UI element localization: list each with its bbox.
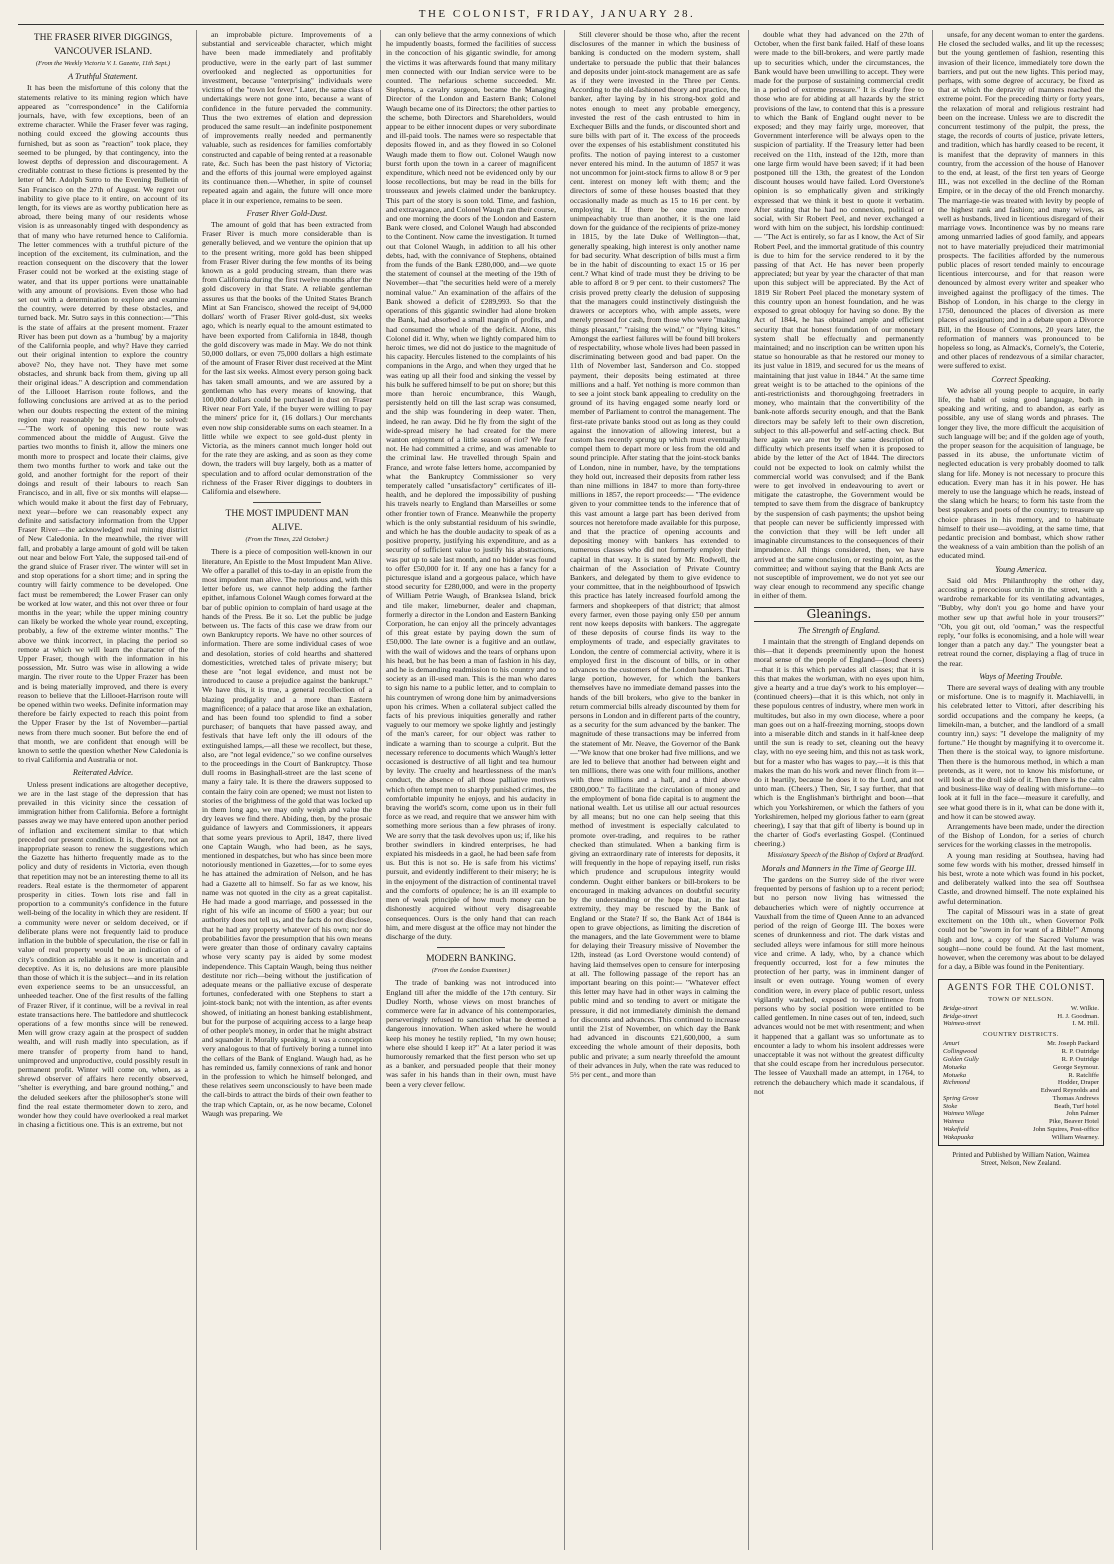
column-5 <box>754 30 924 1550</box>
agent-row <box>943 1103 1099 1111</box>
masthead-rule <box>18 24 1104 25</box>
agent-place: Bridge-street <box>943 1012 978 1020</box>
agent-name: George Seymour. <box>1052 1063 1099 1071</box>
agent-place: Stoke <box>943 1102 958 1110</box>
agent-row <box>943 1110 1099 1118</box>
agent-name: Pike, Beaver Hotel <box>1049 1118 1099 1126</box>
article-title-fraser: THE FRASER RIVER DIGGINGS, <box>33 33 173 43</box>
agent-place: Golden Gully <box>943 1055 979 1063</box>
column-divider <box>932 30 933 1550</box>
agent-name: H. J. Goodman. <box>1057 1012 1099 1020</box>
column-6 <box>938 30 1104 1550</box>
paragraph: We advise all young people to acquire, in early life, the habit of using good language, both in speaking and writing, and to abandon, as early as possible, any use of slang words and phrases. The longer they live, the more difficult the acquisition of such language will be; and if the golden age of youth, the proper season for the acquisition of language, be passed in its abuse, the unfortunate victim of neglected education is very probably doomed to talk slang for life. Money is not necessary to procure this education. Every man has it in his power. He has merely to use the language which he reads, instead of the slang which he hears; to form his taste from the best speakers and poets of the country; to treasure up choice phrases in his memory, and to habituate himself to their use—avoiding, at the same time, that pedantic precision and bombast, which show rather the weakness of a vain ambition than the polish of an educated mind. <box>938 385 1104 561</box>
column-divider <box>748 30 749 1550</box>
column-2 <box>202 30 372 1550</box>
agent-row <box>943 1095 1099 1103</box>
paragraph: The amount of gold that has been extracted from Fraser River is much more considerable than is generally believed, and we venture the opinion that up to the present writing, more gold has been shipped from Fraser River during the few months of its being known as a gold producing stream, than there was from California during the first twelve months after the gold discovery in that State. A reliable gentleman assures us that the books of the United States Branch Mint at San Francisco, showed the receipt of 94,000 dollars' worth of Fraser River gold-dust, six weeks ago, which is nearly equal to the amount estimated to have been exported from California in 1848, though the gold discovery was made in May. We do not think 50,000 dollars, or even 75,000 dollars a high estimate of the amount of Fraser River dust received at the Mint for the last six weeks. Almost every person going back has taken small amounts, and we are assured by a gentleman who has every means of knowing, that 100,000 dollars could be purchased in dust on Fraser River near Fort Yale, if the buyer were willing to pay the miners' price for it, (16 dollars.) Our merchants even now ship considerable sums on each steamer. In a little while we expect to see gold-dust plenty in Victoria, as the miners cannot much longer hold out for the rate they are asking, and as soon as they come down, the traders will buy largely, both as a matter of speculation and to afford ocular demonstration of the richness of the Fraser River diggings to doubters in California and elsewhere. <box>202 220 372 496</box>
column-divider <box>380 30 381 1550</box>
agent-row <box>943 1126 1099 1134</box>
article-title-fraser-line2: VANCOUVER ISLAND. <box>54 47 152 57</box>
paragraph: Said old Mrs Philanthrophy the other day, accosting a precocious urchin in the street, with a wardrobe remarkable for its ventilating advantages, "Bubby, why don't you go home and have your mother sew up that awful hole in your trousers?" "Oh, you git out, old 'ooman," was the respectful reply, "our folks is economising, and a hole will wear longer than a patch any day." The youngster beat a retreat round the corner, displaying a flag of truce in the rear. <box>938 575 1104 668</box>
agent-name: Hodder, Draper <box>1057 1079 1099 1087</box>
subheading-truthful-statement: A Truthful Statement. <box>68 72 138 82</box>
subheading-reiterated-advice: Reiterated Advice. <box>72 768 134 778</box>
agent-place: Waimea Village <box>943 1110 985 1118</box>
column-divider <box>196 30 197 1550</box>
subheading-strength-of-england: The Strength of England. <box>797 625 881 635</box>
agent-name: John Palmer <box>1066 1110 1099 1118</box>
agent-name: R. Ratcliffe <box>1068 1071 1099 1079</box>
agents-town-heading: TOWN OF NELSON. <box>988 995 1054 1003</box>
imprint <box>938 1152 1104 1168</box>
article-title-impudent-man: THE MOST IMPUDENT MAN <box>225 509 349 520</box>
agent-name: William Wearney. <box>1051 1133 1099 1141</box>
agent-row <box>943 1005 1099 1013</box>
agent-row <box>943 1040 1099 1048</box>
subheading-young-america: Young America. <box>995 564 1047 574</box>
column-1 <box>18 30 188 1550</box>
agent-name: R. P. Outridge <box>1061 1048 1099 1056</box>
agents-country-heading: COUNTRY DISTRICTS. <box>983 1031 1059 1039</box>
paragraph: The gardens on the Surrey side of the river were frequented by persons of fashion up to a recent period; but no person now living has witnessed the debaucheries which were of nightly occurrence at Vauxhall from the time of Queen Anne to an advanced period of the reign of George III. The boxes were scenes of drunkenness and riot. The dark vistas and secluded alleys were infamous for still more heinous vice and crime. A lady, who, by a chance which frequently occurred, lost for a few minutes the protection of her party, was in imminent danger of insult or even outrage. Young women of every condition were, in every place of public resort, unless vigilantly watched, exposed to impertinence from persons who by social position were entitled to be called gentlemen. In nine cases out of ten, indeed, such advances would not be met with resentment; and when it happened that a gallant was so unfortunate as to encounter a lady to whom his insolent addresses were unacceptable it was not without the greatest difficulty that she could escape from her incredulous persecutor. The lessee of Vauxhall made an attempt, in 1764, to retrench the debauchery which made it scandalous, if not <box>754 875 924 1096</box>
section-heading-gleanings: Gleanings. <box>754 607 924 622</box>
article-source: (From the Weekly Victoria V. I. Gazette, 11th Sept.) <box>35 60 171 67</box>
paragraph: Arrangements have been made, under the direction of the Bishop of London, for a series of church services for the working classes in the metropolis. <box>938 822 1104 850</box>
paragraph: I maintain that the strength of England depends on this—that it depends preeminently upon the honest moral sense of the people of England—(loud cheers)—that it is this which pervades all classes; that it is this that makes the workman, with no eyes upon him, give a hearty and a true day's work to his employer—(continued cheers)—that it is this which, not only in these populous centres of industry, where men work in multitudes, but also in my own diocese, where a poor man goes out on a half-freezing morning, stoops down into a miserable ditch and stands in it half-knee deep until the sun is ready to set, cleaning out the heavy clay, with no eye seeing him, and this not as task work, but for a master who has wages to pay,—it is this that makes the man do his work and never flinch from it—do it heartily, because he does it to the Lord, and not unto man. (Cheers.) Then, Sir, I say further, that that which is the Englishman's birthright and boon—that which you Yorkshiremen, or which the fathers of you Yorkshiremen, helped my glorious father to earn (great cheering), I say that that gift of liberty is bound up in the charter of God's everlasting Gospel. (Continued cheering.) <box>754 637 924 849</box>
paragraph: It has been the misfortune of this colony that the statements relative to its mining region which have appeared as "correspondence" in the California journals, have, with few exceptions, been of an extreme character. While the Fraser fever was raging, nothing could exceed the glowing accounts thus furnished, but as soon as "reaction" took place, they seemed to be plunged, by that contingency, into the lowest depths of depression and discouragement. A creditable contrast to these fictions is presented by the letter of Mr. Adolph Sutro to the Evening Bulletin of San Francisco on the 27th of August. We regret our inability to give place to it entire, on account of its length, for its views are as worthy publication here as abroad, there being many of our residents whose vision is as unreasonably tinged with despondency as that of many who have returned hence to California. The letter commences with a truthful picture of the inception of the excitement, its culmination, and the reaction consequent on the discovery that the lower Fraser could not be worked at the existing stage of water, and that its upper portions were unattainable with any amount of provisions. Even those who had set out with a determination to explore and examine the country, were deterred by these obstacles, and turned back. Mr. Sutro says in this connection:—"This is the state of affairs at the present moment. Frazer River has been put down as a 'humbug' by a majority of the California people, and why? Have they carried out their original intention to explore the country above? No, they have not. They have met some obstacles, and shrunk back from them, giving up all their original ideas." A description and commendation of the Lillooet Harrison route follows, and the following conclusions are arrived at as to the period when our doubts respecting the extent of the mining region may reasonably be expected to be solved:—"The work of opening this new route was commenced about the middle of August. Give the parties two months to finish it, allow the miners one month more to prospect and locate their claims, give them two months further to work and take out the gold, and another fortnight for the report of their doings and result of their labours to reach San Francisco, and in all, five or six months will elapse—which would make it about the first day of February, next year—before we can reasonably expect any definite and satisfactory information from the Upper Fraser River—the acknowledged real mining district of New Caledonia. In the meanwhile, the river will fall, and probably a large amount of gold will be taken out near and below Fort Yale, the supposed tail-end of the grand sluice of Fraser river. The winter will set in and stop operations for a short time; and in spring the country will fairly commence to be developed. One fact must be remembered; the Lower Fraser can only be worked at low water, and this not over three or four months in the year; while the upper mining country can likely be worked the whole year round, excepting, probably, a few of the extreme winter months." The above we think incorrect, in placing the period so remote at which we will learn the character of the Upper Fraser, though with the information in his possession, Mr. Sutro was wise in allowing a wide margin. The river route to the Upper Frazer has been and is being materially improved, and there is every reason to believe that the Lillooet-Harrison route will be opened within two weeks. Definite information may therefore be fairly expected to reach this point from the Upper Fraser by the 1st of November—partial news from there much sooner. But before the end of that month, we are confident that enough will be known to settle the question whether New Caledonia is to rival California and Australia or not. <box>18 83 188 765</box>
agent-place: Amuri <box>943 1040 960 1048</box>
agent-row <box>943 1064 1099 1072</box>
agent-row <box>943 1134 1099 1142</box>
agent-place: Waimea <box>943 1118 965 1126</box>
paragraph: Unless present indications are altogether deceptive, we are in the last stage of the depression that has prevailed in this vicinity since the cessation of immigration hither from California. Before a fortnight passes away we may have entered upon another period of inflation and excitement similar to that which preceded our present condition. It is, therefore, not an inappropriate season to renew the suggestions which the Gazette has hitherto frequently made as to the policy and duty of residents in Victoria, even though that repetition may not be an interesting theme to all its readers. Real estate is the thermometer of apparent prosperity in cities. Town lots rise and fall in proportion to a community's confidence in the future well-being of the locality in which they are resident. If a community were never or seldom deceived, or if deliberate plans were not frequently laid to produce inflation in the bubble of speculation, the rise or fall in value of real property would be an indication of a city's condition as reliable as it now is uncertain and deceptive. As it is, no delusions are more plausible than those of which it is the subject—and in its relation even experience seems to be an unsuccessful, an unheeded teacher. One of the first results of the falling of Frazer River, if it continue, will be a revival in real estate transactions here. The battledore and shuttlecock operations of a few months since will be renewed. Men will grow crazy again at the prospect of sudden wealth, and will rush madly into speculation, as if mere transfer of property from hand to hand, unimproved and unproductive, could possibly result in permanent profit. Winter will come on, when, as a shrewd observer of affairs here recently observed, "shelter is everything, and bare ground nothing," and the deluded seekers after the philosopher's stone will find the real estate thermometer down to zero, and wonder how they could have overlooked a real market in chasing a fictitious one. This is an extreme, but not <box>18 779 188 1130</box>
paragraph: There are several ways of dealing with any trouble or misfortune. One is to magnify it. Machiavelli, in his celebrated letter to Vittori, after describing his sordid occupations and the company he keeps, (a limekiln-man, a butcher, and the landlord of a small country inn,) says: "I develope the malignity of my fortune." He thought by magnifying it to overcome it. Then there is the stoical way, to ignore misfortune. Then there is the humorous method, in which a man pretends, as it were, not to know his misfortune, or will look at the droll side of it. Then there is the calm and business-like way of dealing with misfortune—to look at it full in the face—measure it carefully, and see what good there is in it, what can be done with it, and how it can be stowed away. <box>938 683 1104 821</box>
masthead: THE COLONIST, FRIDAY, JANUARY 28. <box>418 8 696 20</box>
paragraph: double what they had advanced on the 27th of October, when the first bank failed. Half of these loans were made to the bill-brokers, and were partly made up to securities which, under the circumstances, the Bank would have been unwilling to accept. They were made for the purpose of sustaining commercial credit in a period of extreme pressure." It is clearly free to those who are for abiding at all hazards by the strict provisions of the law, to contend that this is a pressure to which the Bank of England ought never to be exposed; and they may fairly urge, moreover, that Government interference will be always open to the suspicion of partiality. If the Treasury letter had been received on the 11th, instead of the 12th, more than one large firm would have been saved; if it had been postponed till the 13th, the greatest of the London discount houses would have failed. Lord Overstone's opinion is so emphatically given and strikingly expressed that we think it best to quote it verbatim. After stating that he had no connexion, political or social, with Sir Robert Peel, and never exchanged a word with him on the subject, his lordship continued:— "The Act is entirely, so far as I know, the Act of Sir Robert Peel, and the immortal gratitude of this country is due to him for the service rendered to it by the passing of that Act. He has never been properly appreciated; but year by year the character of that man upon this subject will be appreciated. By the Act of 1819 Sir Robert Peel placed the monetary system of this country upon an honest foundation, and he was exposed to great obloquy for having so done. By the Act of 1844, he has obtained ample and efficient security that that honest foundation of our monetary system shall be effectually and permanently maintained; and no inscription can be written upon his statue so honourable as that he restored our money to its just value in 1819, and secured for us the means of maintaining that just value in 1844." At the same time great weight is to be attached to the opinions of the anti-restrictionists and thoroughgoing freetraders in money, who maintain that the convertibility of the bank-note affords security enough, and that the Bank directors may be safely left to their own discretion, subject to this all-powerful and self-acting check. But here again we are met by the same description of difficulty which presents itself when it is proposed to abide by the letter of the Act of 1844. The directors could not be expected to look on calmly whilst the commercial world was convulsed; and if the Bank were to get involved in endeavouring to avert or mitigate the catastrophe, the Government would be tempted to save them from the disgrace of bankruptcy by the suspension of cash payments; the upshot being that people can never be sufficiently impressed with the conviction that they will be left under all imaginable circumstances to the consequences of their imprudence. All things considered, then, we have arrived at the same conclusion, or resting point, as the committee; and without saying that the Bank Acts are not susceptible of improvement, we do not yet see our way clear enough to recommend any specific change in either of them. <box>754 30 924 601</box>
article-divider <box>437 947 505 948</box>
agent-row <box>943 1118 1099 1126</box>
agent-row <box>943 1079 1099 1087</box>
agent-name: John Squires, Post-office <box>1033 1126 1099 1134</box>
paragraph: There is a piece of composition well-known in our literature, An Epistle to the Most Impudent Man Alive. We offer a parallel of this to-day in an epistle from the most impudent man alive. The notorious and, with this letter before us, we cannot help adding the farther epithet, infamous Colonel Waugh comes forward at the bar of public opinion to complain of hard usage at the hands of the Press. Be it so. Let the public be judge between us. The facts of this case we draw from our own Bankruptcy reports. We have no other sources of information. There are some individual cases of woe and desolation, stories of cold hearths and shattered domesticities, wretched tales of private misery; but these are "not legal evidence, and must not be introduced to cause a prejudice against the bankrupt." We have this, it is true, a general recollection of a blazing prodigality and a more than Eastern magnificence; of a palace that arose like an exhalation, and has been found too splendid to find a sober purchaser; of banquets that have passed away, and festivals that have left only the ill odours of the extinguished lamps,—all these we recollect, but these, also, are "not legal evidence," so we confine ourselves to the proceedings in the Court of Bankruptcy. Those dull rooms in Basinghall-street are the last scene of many a fairy tale. It is there the drawers supposed to contain the fairy coin are opened; we must not listen to stories of the brightness of the gold that was locked up in them long ago, we may only weigh and value the dry leaves we find there. Abiding, then, by the prosaic guidance of lawyers and Commissioners, it appears that some years previous to April, 1847, there lived one Captain Waugh, who had been, as he says, mentioned in despatches, but who has since been more notoriously mentioned in Gazettes,—for to some eyes he has attained the admiration of Nelson, and he has had a Gazette all to himself. So far as we know, his name was not quoted in the city as a great capitalist. He had made a good marriage, and possessed in the right of his wife an income of £600 a year; but our authority does not tell us, and the facts do not disclose, that he had any property whatever of his own; nor do probabilities favor the presumption that his own means were greater than those of ordinary cavalry captains whose very scanty pay is aided by some modest independence. This Captain Waugh, being thus neither destitute nor rich—being without the justification of adequate means or the palliative excuse of desperate fortunes, confederated with one Stephens to start a joint-stock bank; not with the intention, as after events showed, of initiating an honest banking establishment, but for the purpose of acquiring access to a large heap of other people's money, in order that he might abstract and squander it. Morally speaking, it was a conception very analogous to that of furtively boring a tunnel into the cellars of the Bank of England. Waugh had, as he has reminded us, family connexions of rank and honor in the profession to which he himself belonged, and these relatives seem unconsciously to have been made the call-birds to attract the birds of their own feather to the trap which Captain, or, as he now became, Colonel Waugh was preparing. We <box>202 547 372 1118</box>
agent-place: Motueka <box>943 1071 967 1079</box>
agents-title: AGENTS FOR THE COLONIST. <box>947 982 1095 993</box>
subheading-morals-and-manners: Morals and Manners in the Time of George III. <box>761 863 917 873</box>
article-title-modern-banking: MODERN BANKING. <box>426 954 516 965</box>
agent-row <box>943 1020 1099 1028</box>
paragraph: can only believe that the army connexions of which he impudently boasts, formed the facilities of success in the concoction of his gigantic swindle, for among the victims it was afterwards found that many military men connected with our Indian service were to be counted. The nefarious scheme succeeded. Mr. Stephens, a cavalry surgeon, became the Managing Director of the London and Eastern Bank; Colonel Waugh became one of its Directors; the other parties to the scheme, both Directors and Shareholders, would appear to be either innocent dupes or very subordinate and ill-paid tools. The names were so respectable that deposits flowed in, and as they flowed in so Colonel Waugh made them to flow out. Colonel Waugh now burst forth upon the town in a career of magnificent expenditure, which need not be evidenced only by our loose recollections, but may be read in the bills for trousseaux and jewels claimed under the bankruptcy. This part of the story is soon told. Time, and fashion, and extravagance, and Colonel Waugh ran their course, and one morning the doors of the London and Eastern Bank were closed, and Colonel Waugh had absconded to the Continent. Now came the investigation. It turned out that Colonel Waugh, in addition to all his other debts, had, with the connivance of Stephens, obtained from the funds of the Bank £280,000, and—we quote the statement of counsel at the meeting of the 19th of November—that "the securities held were of a merely nominal value." An examination of the affairs of the Bank showed a deficit of £289,993. So that the operations of this gigantic swindler had alone broken the Bank, had absorbed a small margin of profits, and had consumed the whole of the deficit. Alone, this Colonel did it. Why, when we lightly compared him to heroic times, we did not do justice to the magnitude of his capacity. Hercules listened to the complaints of his companions in the Argo, and when they urged that he was eating up all their food and sinking the vessel by his bulk he suffered himself to be put on shore; but this more than heroic encumbrance, this Waugh, persistently held on till the last scrap was consumed, and the ship was foundering in deep water. Then, indeed, he ran away. Did he fly from the sight of the wide-spread misery he had created for the mere wanton enjoyment of a little season of riot? We fear not. He had committed a crime, and was amenable to the criminal law. He travelled through Spain and France, and wrote false letters home, accompanied by what the Bankruptcy Commissioner so very temperately called "unsatisfactory" certificates of ill-health, and he deplored the impossibility of pushing his travels nearly to England than Marseilles or some other frontier town of France. Meanwhile the property which is the only substantial residuum of his swindle, and which he has the double audacity to speak of as a positive property, justifying his expenditure, and as a security of sufficient value to justify his abstractions, was put up to sale last month, and no bidder was found to offer £50,000 for it. If any one has a fancy for a picturesque island and a gorgeous palace, which have stood security for £280,000, and were in the property of William Petrie Waugh, of Branksea Island, brick and tile maker, limeburner, dealer and chapman, formerly a director in the London and Eastern Banking Corporation, he can enjoy all the princely advantages of this great estate by paying down the sum of £50,000. The late owner is a fugitive and an outlaw, with the wail of widows and the tears of orphans upon his head, but he has been a man of fashion in his day, and he is demanding readmission to his country and to society as an ill-used man. This is the man who dares to sign his name to a public letter, and to complain to his countrymen of wrong done him by animadversions upon his crimes. When a collateral subject called the facts of his previous iniquities generally and rather vaguely to our memory we spoke lightly and jestingly of the man's career, for our object was rather to indicate a warning than to scourge a culprit. But the necessary reference to documents which Waugh's letter occasioned is destructive of all light and tea humour by levity. The cruelty and heartlessness of the man's conduct, the absence of all those palliative motives which often tempt men to sharply punished crimes, the comfortable impunity he enjoys, and his audacity in braving the world's scorn, come upon us in their full force as we read, and require that we answer him with something more serious than a few phrases of irony. We are sorry that the task devolves upon us; if, like his brother swindlers in kindred enterprises, he had expiated his misdeeds in a gaol, he had been safe from us. But this is not so. He is safe from his victims' pursuit, and evidently indifferent to their misery; he is in the enjoyment of the distraction of continental travel and the comforts of opulence; he is an ill example to men of weak principle of how much money can be dishonestly acquired without very disagreeable consequences. Ours is the only hand that can reach him, and mere disgust at the office may not hinder the discharge of the duty. <box>386 30 556 941</box>
agent-place: Spring Grove <box>943 1094 979 1102</box>
column-3 <box>386 30 556 1550</box>
agent-name: W. Wilkie. <box>1070 1004 1099 1012</box>
paragraph: unsafe, for any decent woman to enter the gardens. He closed the secluded walks, and lit up the recesses; but the young gentlemen of fashion, resenting this invasion of their licence, immediately tore down the barriers, and put out the new lights. This period may, perhaps, with some degree of accuracy, be fixed as that at which the depravity of manners reached the extreme point. For the preceding thirty or forty years, the relaxation of moral and religious restraint had been on the increase. Unless we are to discredit the concurrent testimony of the pulpit, the press, the stage, the records of courts of justice, private letters, and tradition, which has hardly ceased to be recent, it is manifest that the depravity of manners in this country, from the accession of the house of Hanover to the end, at least, of the first ten years of George III., was not excelled in the decline of the Roman Empire, or in the decay of the old French monarchy. The marriage-tie was treated with levity by people of the highest rank and fashion; and many wives, as well as husbands, lived in licentious disregard of their marriage vows. Incontinence was by no means rare among unmarried ladies of good family, and appears not to have materially prejudiced their matrimonial prospects. The facilities afforded by the numerous public places of resort tended mainly to encourage licentious intercourse, and for that reason were denounced by almost every writer and speaker who inveighed against the profligacy of the times. The Bishop of London, in his charge to the clergy in 1750, denounced the places of diversion as mere places of assignation; and in a debate upon a Divorce Bill, in the House of Commons, 20 years later, the reformation of manners was pronounced to be hopeless so long, as Almack's, Cornely's, the Coterie, and other places of rendezvous of a similar character, were suffered to exist. <box>938 30 1104 371</box>
agent-place: Motueka <box>943 1063 967 1071</box>
agents-box <box>938 979 1104 1145</box>
agent-name: Thomas Andrews <box>1052 1094 1099 1102</box>
agent-name: Beath, Turf hotel <box>1054 1102 1099 1110</box>
paragraph: The capital of Missouri was in a state of great excitement on the 10th ult., when Governor Polk could not be "sworn in for want of a Bible!" Among high and low, a copy of the Sacred Volume was sought—none could be found. At the last moment, however, when the ceremony was about to be delayed for a day, a Bible was found in the Penitentiary. <box>938 906 1104 972</box>
column-divider <box>564 30 565 1550</box>
agent-name: R. P. Outridge <box>1061 1055 1099 1063</box>
agent-row <box>943 1013 1099 1021</box>
subheading-ways-of-meeting-trouble: Ways of Meeting Trouble. <box>979 671 1063 681</box>
paragraph: an improbable picture. Improvements of a substantial and serviceable character, which might have been made immediately and profitably productive, were in the early part of last summer overlooked and neglected as opportunities for investment, because "enterprising" individuals were victims of the "town lot fever." Later, the same class of undertakings were not gone into, because a want of confidence in the future pervaded the community. Thus the two extremes of elation and depression produced the same result—an indefinite postponement of improvements really needed and permanently valuable, such as residences for families comfortably constructed and capable of being rented at a reasonable rate, &c. Such has been the past history of Victoria; and the efforts of this journal were employed against its continuance then.—Whether, in spite of counsel repeated again and again, the future will once more place it in our experience, remains to be seen. <box>202 30 372 205</box>
subheading-correct-speaking: Correct Speaking. <box>991 374 1051 384</box>
agent-name: Mr. Joseph Packard <box>1047 1040 1099 1048</box>
article-source: (From the London Examiner.) <box>431 967 511 975</box>
paragraph: A young man residing at Southsea, having had some few words with his mother, dressed himself in his best, wrote a note which was found in his pocket, and deliberately walked into the sea off Southsea Castle, and drowned himself. The note explained his awful determination. <box>938 850 1104 906</box>
imprint-line: Street, Nelson, New Zealand. <box>980 1159 1062 1167</box>
agent-row <box>943 1087 1099 1095</box>
agent-name: I. M. Hill. <box>1072 1020 1099 1028</box>
article-title-impudent-man-line2: ALIVE. <box>271 523 303 534</box>
agent-place: Bridge-street <box>943 1004 978 1012</box>
agent-place: Wakapuaka <box>943 1133 974 1141</box>
agent-row <box>943 1048 1099 1056</box>
agent-place: Richmond <box>943 1079 970 1087</box>
imprint-line: Printed and Published by William Nation, Waimea <box>952 1151 1090 1159</box>
agent-row <box>943 1072 1099 1080</box>
agent-name: Edward Reynolds and <box>1040 1087 1099 1095</box>
agent-row <box>943 1056 1099 1064</box>
paragraph: Still cleverer should be those who, after the recent disclosures of the manner in which the business of banking is conducted on the modern system, shall undertake to persuade the public that their balances and deposits under joint-stock management are as safe as if they were invested in the Three per Cents. According to the old-fashioned theory and practice, the banker, after laying by in his strong-box gold and notes enough to meet any probable emergency, invested the rest of the cash entrusted to him in Exchequer Bills and the funds, or discounted short and sure bills with part of it. The excess of the proceeds over the expenses of his establishment constituted his profits. The notion of paying interest to a customer never entered his mind. In the autumn of 1857 it was not uncommon for joint-stock firms to allow 8 or 9 per cent. interest on money left with them; and the directors of some of these houses boasted that they occasionally made as much as 15 to 16 per cent. by employing it. If there be one maxim more unimpeachably true than another, it is the one laid down for the guidance of the recipients of prize-money in 1815, by the late Duke of Wellington—that, generally speaking, high interest is only another name for bad security. What description of bills must a firm be in the habit of discounting to exact 15 or 16 per cent.? What kind of trade must they be driving to be able to afford 8 or 9 per cent. to their customers? The crisis proved pretty clearly the delusion of supposing that the managers could instinctively distinguish the drawers or acceptors who, with ample assets, were merely pressed for cash, from those who were "making things pleasant," "raising the wind," or "flying kites." Amongst the earliest failures will be found bill brokers of respectability, whose whole lives had been passed in discriminating between good and bad paper. On the 11th of November last, Sanderson and Co. stopped payment, their deposits being estimated at three millions and a half. Yet nothing is more common than to see a joint stock bank appealing to credulity on the ground of its having engaged some nearly lord or member of Parliament to control the management. The first-rate private banks stood out as long as they could against the innovation of allowing interest, but a custom has recently sprung up which must eventually compel them to depart more or less from the old and sound principle. After stating that the joint-stock banks of London, nine in number, have, by the temptations they hold out, increased their deposits from rather less than nine millions in 1847 to more than forty-three millions in 1857, the report proceeds:— "The evidence given to your committee tends to the inference that of this vast amount a large part has been derived from sources not heretofore made available for this purpose, and that the practice of opening accounts and depositing money with bankers has extended to numerous classes who did not formerly employ their capital in that way. It is stated by Mr. Rodwell, the chairman of the Association of Private Country Bankers, and delegated by them to give evidence to your committee, that in the neighbourhood of Ipswich this practice has lately increased fourfold among the farmers and shopkeepers of that district; that almost every farmer, even those paying only £50 per annum rent now keeps deposits with bankers. The aggregate of these deposits of course finds its way to the employments of trade, and especially gravitates to London, the centre of commercial activity, where it is employed first in the discount of bills, or in other advances to the customers of the London bankers. That large portion, however, for which the bankers themselves have no immediate demand passes into the hands of the bill brokers, who give to the banker in return commercial bills already discounted by them for persons in London and in different parts of the country, as a security for the sum advanced by the banker. The magnitude of these transactions may be inferred from the statement of Mr. Neave, the Governor of the Bank—"We know that one broker had five millions, and we are led to believe that another had between eight and ten millions, there was one with four millions, another with three millions and a half, and a third above £800,000." To facilitate the circulation of money and the employment of bona fide capital is to augment the national wealth. Let us utilise all our actual resources by all means; but no one can help seeing that this method of investment is especially calculated to promote over-trading, and requires to be rather checked than stimulated. When a banking firm is giving an extraordinary rate of interests for deposits, it will frequently in the hope of repaying itself, run risks which prudence and scrupulous integrity would condemn. Ought either bankers or bill-brokers to be encouraged in making advances on doubtful security by the understanding or the hope that, in the last extremity, they may be rescued by the Bank of England or the State? If so, the Bank Act of 1844 is open to grave objections, as limiting the discretion of the managers, and the late Government were to blame for delaying their Treasury missive of November the 12th, instead (as Lord Overstone would contend) of having laid themselves open to censure for interposing at all. The following passage of the report has an important bearing on this point:— "Whatever effect this letter may have had in other ways in calming the public mind and so tending to avert or mitigate the pressure, it did not immediately diminish the demand for discounts and advances. This continued to increase until the 21st of November, on which day the Bank had advanced in discounts £21,600,000, a sum exceeding the whole amount of their deposits, both public and private; a sum nearly threefold the amount of their advances in July, when the rate was reduced to 5½ per cent., and more than <box>570 30 740 1079</box>
agent-place: Waimea-street <box>943 1020 981 1028</box>
agent-place: Wakefield <box>943 1126 969 1134</box>
paragraph: The trade of banking was not introduced into England till after the middle of the 17th century. Sir Dudley North, whose views on most branches of commerce were far in advance of his contemporaries, perseveringly refused to sanction what he deemed a dangerous innovation. When asked where he would keep his money he testily replied, "In my own house; where else should I keep it?" At a later period it was humorously remarked that the first person who set up as a banker, and persuaded people that their money was safer in his hands than in their own, must have been a very clever fellow. <box>386 978 556 1089</box>
agent-place: Collingwood <box>943 1048 978 1056</box>
column-4 <box>570 30 740 1550</box>
article-divider <box>253 502 321 503</box>
subheading-gold-dust: Fraser River Gold-Dust. <box>246 208 328 218</box>
article-source: (From the Times, 22d October.) <box>245 536 329 544</box>
attribution: Missionary Speech of the Bishop of Oxford at Bradford. <box>767 850 924 859</box>
